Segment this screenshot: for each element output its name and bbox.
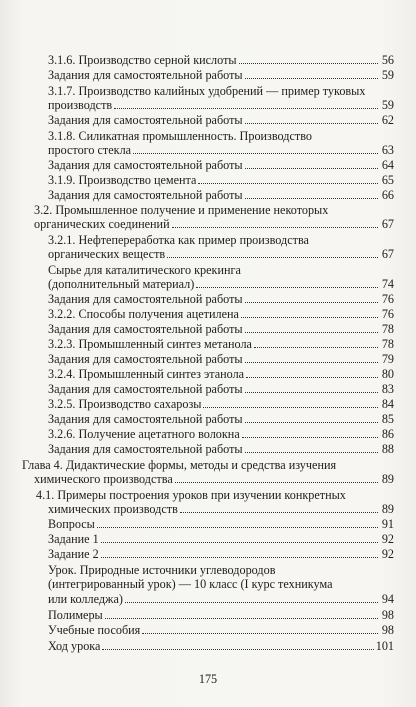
toc-entry (48, 307, 394, 321)
toc-entry-page: 76 (381, 307, 394, 321)
toc-entry-title: простого стекла (48, 143, 132, 157)
toc-entry (48, 233, 394, 247)
toc-leader (245, 422, 378, 423)
toc-leader (245, 452, 378, 453)
toc-entry-page: 91 (381, 517, 394, 531)
toc-entry (48, 352, 394, 366)
page-number: 175 (198, 672, 218, 686)
toc-entry (48, 337, 394, 351)
toc-entry (48, 188, 394, 202)
toc-leader (245, 198, 378, 199)
toc-leader (142, 633, 378, 634)
toc-entry-title: Сырье для каталитического крекинга (48, 263, 241, 277)
toc-entry-page: 78 (381, 337, 394, 351)
toc-entry (48, 639, 394, 653)
toc-entry-page: 83 (381, 382, 394, 396)
toc-entry-title: 4.1. Примеры построения уроков при изучении конкретных (36, 488, 346, 502)
toc-leader (254, 347, 378, 348)
toc-leader (180, 512, 378, 513)
toc-entry (34, 203, 394, 217)
toc-entry-title: Глава 4. Дидактические формы, методы и средства изучения (22, 458, 337, 472)
toc-entry-page: 84 (381, 397, 394, 411)
toc-entry-page: 88 (381, 442, 394, 456)
toc-entry-title: Задания для самостоятельной работы (48, 322, 243, 336)
toc-entry-page: 74 (381, 277, 394, 291)
toc-entry-title: 3.2.5. Производство сахарозы (48, 397, 202, 411)
toc-entry-title: химических производств (48, 502, 178, 516)
toc-entry-title: Ход урока (48, 639, 101, 653)
toc-entry-page: 92 (381, 532, 394, 546)
toc-entry (48, 608, 394, 622)
toc-leader (198, 183, 378, 184)
toc-leader (245, 78, 378, 79)
toc-leader (105, 618, 378, 619)
toc-leader (97, 527, 378, 528)
toc-entry (48, 397, 394, 411)
toc-entry-title: 3.2. Промышленное получение и применение некоторых (34, 203, 329, 217)
toc-entry (48, 129, 394, 143)
toc-entry (48, 143, 394, 157)
toc-entry-title: Учебные пособия (48, 623, 141, 637)
toc-entry-page: 78 (381, 322, 394, 336)
toc-entry-page: 67 (381, 247, 394, 261)
toc-entry-title: 3.2.2. Способы получения ацетилена (48, 307, 239, 321)
toc-entry-title: Задания для самостоятельной работы (48, 113, 243, 127)
toc-entry (36, 488, 394, 502)
toc-entry-title: органических веществ (48, 247, 166, 261)
toc-leader (203, 407, 378, 408)
toc-leader (246, 377, 378, 378)
toc-leader (241, 317, 378, 318)
toc-leader (101, 542, 378, 543)
toc-entry (48, 427, 394, 441)
toc-entry (48, 84, 394, 98)
toc-entry-page: 56 (381, 53, 394, 67)
toc-entry-title: производств (48, 98, 113, 112)
toc-entry-title: Урок. Природные источники углеводородов (48, 563, 276, 577)
toc-leader (114, 108, 378, 109)
toc-entry-page: 94 (381, 592, 394, 606)
toc-entry (48, 263, 394, 277)
toc-entry-title: Задания для самостоятельной работы (48, 68, 243, 82)
toc-leader (245, 302, 378, 303)
toc-entry (48, 563, 394, 577)
toc-entry-title: 3.2.3. Промышленный синтез метанола (48, 337, 252, 351)
toc-entry (48, 277, 394, 291)
toc-entry-title: 3.2.6. Получение ацетатного волокна (48, 427, 240, 441)
toc-entry-page: 67 (381, 217, 394, 231)
toc-entry-page: 66 (381, 188, 394, 202)
toc-entry (48, 517, 394, 531)
toc-leader (245, 332, 378, 333)
toc-entry-page: 62 (381, 113, 394, 127)
toc-leader (245, 168, 378, 169)
toc-entry-page: 98 (381, 608, 394, 622)
toc-entry (48, 173, 394, 187)
toc-leader (242, 437, 378, 438)
toc-leader (125, 602, 378, 603)
toc-entry (22, 458, 394, 472)
toc-entry (48, 113, 394, 127)
toc-entry (48, 442, 394, 456)
toc-entry-title: Задания для самостоятельной работы (48, 292, 243, 306)
toc-entry-page: 65 (381, 173, 394, 187)
toc-entry (48, 623, 394, 637)
toc-leader (133, 153, 378, 154)
toc-entry-title: (дополнительный материал) (48, 277, 195, 291)
toc-entry (48, 247, 394, 261)
toc-entry-page: 64 (381, 158, 394, 172)
toc-entry-page: 86 (381, 427, 394, 441)
toc-entry (48, 577, 394, 591)
toc-entry (48, 158, 394, 172)
toc-leader (239, 63, 378, 64)
toc-entry-page: 63 (381, 143, 394, 157)
toc-entry (48, 412, 394, 426)
toc-entry (48, 68, 394, 82)
toc-entry-title: 3.1.8. Силикатная промышленность. Производство (48, 129, 312, 143)
toc-entry (48, 98, 394, 112)
toc-entry-title: Полимеры (48, 608, 103, 622)
toc-entry-title: органических соединений (34, 217, 170, 231)
toc-entry (34, 217, 394, 231)
toc-entry-page: 59 (381, 68, 394, 82)
toc-entry-title: 3.2.1. Нефтепереработка как пример производства (48, 233, 309, 247)
toc-entry (34, 472, 394, 486)
toc-entry-title: 3.1.7. Производство калийных удобрений — пример туковых (48, 84, 366, 98)
toc-entry-title: Задание 2 (48, 547, 99, 561)
toc-entry (48, 367, 394, 381)
toc-entry (48, 382, 394, 396)
toc-leader (175, 482, 378, 483)
toc-entry-page: 101 (375, 639, 394, 653)
toc-entry-title: Задания для самостоятельной работы (48, 158, 243, 172)
toc-leader (245, 362, 378, 363)
toc-entry-page: 89 (381, 472, 394, 486)
toc-entry (48, 502, 394, 516)
toc-entry-title: 3.2.4. Промышленный синтез этанола (48, 367, 245, 381)
toc-entry-page: 76 (381, 292, 394, 306)
toc-leader (102, 649, 373, 650)
toc-entry-page: 59 (381, 98, 394, 112)
toc-leader (101, 557, 378, 558)
toc-entry (48, 532, 394, 546)
toc-entry-page: 89 (381, 502, 394, 516)
toc-entry-title: Задания для самостоятельной работы (48, 442, 243, 456)
toc-leader (167, 257, 378, 258)
toc-entry-page: 85 (381, 412, 394, 426)
toc-entry (48, 292, 394, 306)
toc-entry-title: химического производства (34, 472, 173, 486)
toc-leader (196, 287, 378, 288)
toc-leader (245, 123, 378, 124)
toc-entry-title: Задания для самостоятельной работы (48, 188, 243, 202)
toc-entry-title: (интегрированный урок) — 10 класс (I курс техникума (48, 577, 333, 591)
toc-entry (48, 322, 394, 336)
toc-entry-title: 3.1.9. Производство цемента (48, 173, 197, 187)
toc-entry-title: Задание 1 (48, 532, 99, 546)
toc-entry-title: Задания для самостоятельной работы (48, 382, 243, 396)
toc-entry-page: 79 (381, 352, 394, 366)
toc-entry-title: 3.1.6. Производство серной кислоты (48, 53, 237, 67)
toc-entry-title: Задания для самостоятельной работы (48, 352, 243, 366)
toc-entry (48, 592, 394, 606)
toc-leader (172, 227, 378, 228)
toc-entry-title: Задания для самостоятельной работы (48, 412, 243, 426)
toc-leader (245, 392, 378, 393)
toc-entry (48, 547, 394, 561)
toc-entry-page: 92 (381, 547, 394, 561)
toc-entry-title: Вопросы (48, 517, 95, 531)
toc-entry (48, 53, 394, 67)
toc-entry-page: 98 (381, 623, 394, 637)
toc-entry-page: 80 (381, 367, 394, 381)
toc-entry-title: или колледжа) (48, 592, 123, 606)
